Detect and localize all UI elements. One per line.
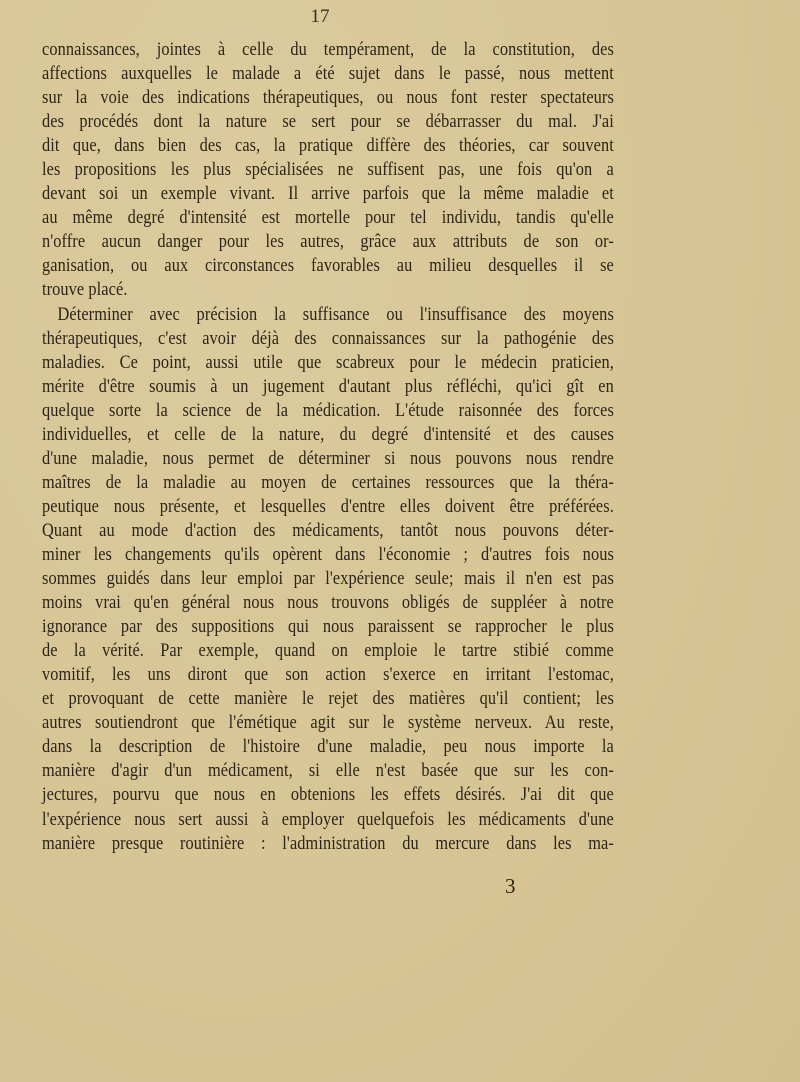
text-line: affections auxquelles le malade a été sujet dans le passé, nous mettent — [42, 63, 614, 85]
text-line: ganisation, ou aux circonstances favorables au milieu desquelles il se — [42, 255, 614, 277]
text-line: ignorance par des suppositions qui nous paraissent se rapprocher le plus — [42, 616, 614, 638]
text-line: thérapeutiques, c'est avoir déjà des connaissances sur la pathogénie des — [42, 327, 614, 349]
signature-mark: 3 — [505, 874, 516, 898]
text-line: individuelles, et celle de la nature, du degré d'intensité et des causes — [42, 423, 614, 445]
text-line: et provoquant de cette manière le rejet des matières qu'il contient; les — [42, 688, 614, 710]
text-line: sommes guidés dans leur emploi par l'expérience seule; mais il n'en est pas — [42, 568, 614, 590]
text-line: au même degré d'intensité est mortelle pour tel individu, tandis qu'elle — [42, 207, 614, 229]
text-line: vomitif, les uns diront que son action s'exerce en irritant l'estomac, — [42, 664, 614, 686]
page-number: 17 — [310, 6, 330, 27]
text-line: de la vérité. Par exemple, quand on emploie le tartre stibié comme — [42, 640, 614, 662]
text-line: sur la voie des indications thérapeutiques, ou nous font rester spectateurs — [42, 87, 614, 109]
text-line: quelque sorte la science de la médication. L'étude raisonnée des forces — [42, 399, 614, 421]
text-line: d'une maladie, nous permet de déterminer si nous pouvons nous rendre — [42, 447, 614, 469]
text-line: dit que, dans bien des cas, la pratique diffère des théories, car souvent — [42, 135, 614, 157]
text-line: moins vrai qu'en général nous nous trouvons obligés de suppléer à notre — [42, 592, 614, 614]
text-line: n'offre aucun danger pour les autres, grâce aux attributs de son or- — [42, 231, 614, 253]
text-line: maîtres de la maladie au moyen de certaines ressources que la théra- — [42, 471, 614, 493]
text-line: jectures, pourvu que nous en obtenions les effets désirés. J'ai dit que — [42, 784, 614, 806]
text-line: peutique nous présente, et lesquelles d'entre elles doivent être préférées. — [42, 495, 614, 517]
text-line: dans la description de l'histoire d'une maladie, peu nous importe la — [42, 736, 614, 758]
text-line: des procédés dont la nature se sert pour se débarrasser du mal. J'ai — [42, 111, 614, 133]
text-line: l'expérience nous sert aussi à employer quelquefois les médicaments d'une — [42, 808, 614, 830]
text-line: connaissances, jointes à celle du tempérament, de la constitution, des — [42, 39, 614, 60]
text-line: manière d'agir d'un médicament, si elle n'est basée que sur les con- — [42, 760, 614, 782]
text-line: mérite d'être soumis à un jugement d'autant plus réfléchi, qu'ici gît en — [42, 375, 614, 397]
text-line: Déterminer avec précision la suffisance ou l'insuffisance des moyens — [57, 303, 614, 325]
body-text — [42, 38, 614, 856]
text-line: trouve placé. — [42, 279, 128, 301]
text-line: miner les changements qu'ils opèrent dans l'économie ; d'autres fois nous — [42, 543, 614, 565]
text-line: Quant au mode d'action des médicaments, tantôt nous pouvons déter- — [42, 519, 614, 541]
text-line: manière presque routinière : l'administration du mercure dans les ma- — [42, 832, 614, 854]
text-line: maladies. Ce point, aussi utile que scabreux pour le médecin praticien, — [42, 351, 614, 373]
text-line: devant soi un exemple vivant. Il arrive parfois que la même maladie et — [42, 183, 614, 205]
text-line: les propositions les plus spécialisées ne suffisent pas, une fois qu'on a — [42, 159, 614, 181]
text-line: autres soutiendront que l'émétique agit sur le système nerveux. Au reste, — [42, 712, 614, 734]
